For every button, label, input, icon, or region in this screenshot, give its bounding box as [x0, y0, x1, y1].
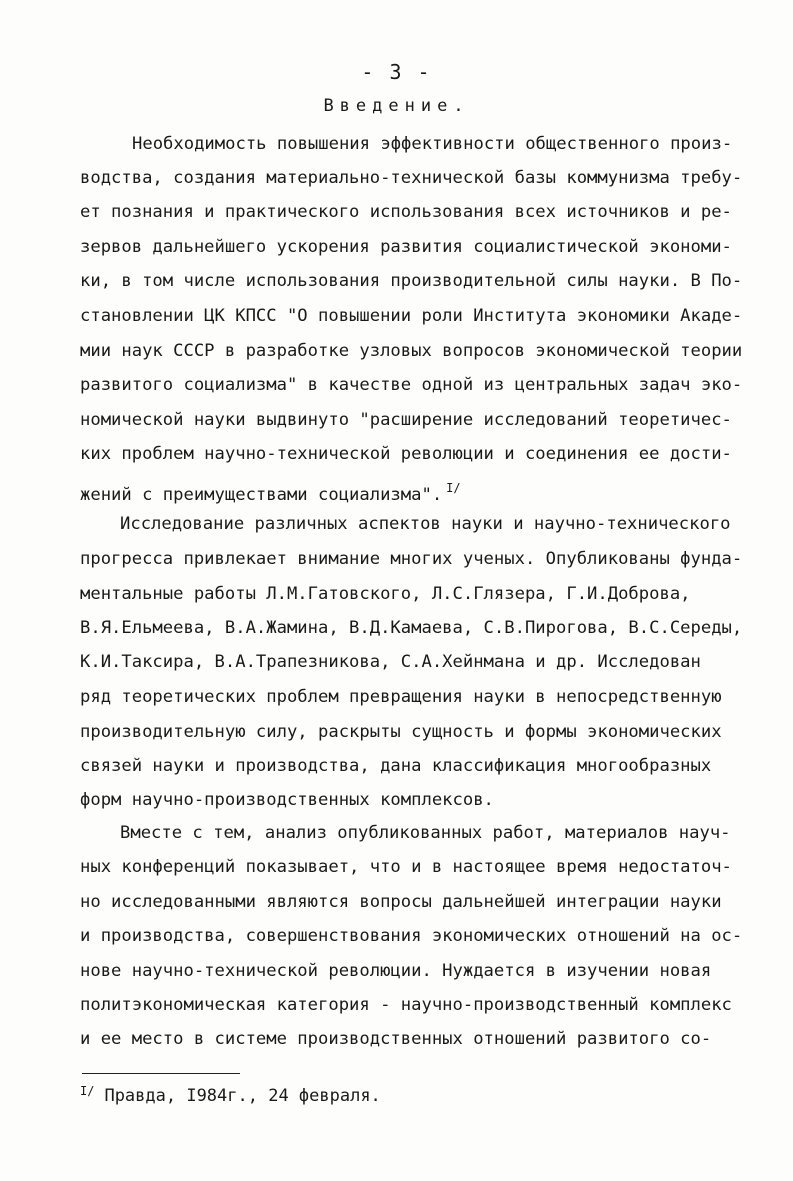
text-line: Исследование различных аспектов науки и научно-технического [120, 514, 731, 534]
text-line: нове научно-технической революции. Нуждается в изучении новая [80, 961, 712, 981]
footnote-reference: I/ [446, 481, 461, 495]
footnote-divider [82, 1073, 240, 1074]
text-line: становлении ЦК КПСС "О повышении роли Института экономики Акаде- [80, 306, 743, 326]
text-line: ки, в том числе использования производительной силы науки. В По- [80, 271, 743, 291]
text-line: и производства, совершенствования экономических отношений на ос- [80, 926, 743, 946]
text-line: ет познания и практического использования всех источников и ре- [80, 202, 732, 222]
text-line: зервов дальнейшего ускорения развития социалистической экономи- [80, 237, 732, 257]
text-line: прогресса привлекает внимание многих ученых. Опубликованы фунда- [80, 549, 743, 569]
text-line: форм научно-производственных комплексов. [80, 790, 494, 810]
text-line: мии наук СССР в разработке узловых вопросов экономической теории [80, 341, 743, 361]
text-line: В.Я.Ельмеева, В.А.Жамина, В.Д.Камаева, С.В.Пирогова, В.С.Середы, [80, 618, 743, 638]
text-line: связей науки и производства, дана классификация многообразных [80, 756, 712, 776]
footnote [80, 1080, 381, 1107]
text-line-content: жений с преимуществами социализма". [80, 485, 443, 505]
text-line: производительную силу, раскрыты сущность и формы экономических [80, 722, 722, 742]
text-line: ких проблем научно-технической революции и соединения ее дости- [80, 444, 732, 464]
section-title: Введение. [323, 96, 470, 116]
text-line: развитого социализма" в качестве одной из центральных задач эко- [80, 375, 743, 395]
text-line [80, 477, 461, 505]
text-line: номической науки выдвинуто "расширение исследований теоретичес- [80, 410, 732, 430]
text-line: ментальные работы Л.М.Гатовского, Л.С.Глязера, Г.И.Доброва, [80, 584, 691, 604]
text-line: ряд теоретических проблем превращения науки в непосредственную [80, 687, 722, 707]
footnote-mark: I/ [80, 1084, 95, 1098]
footnote-text: Правда, I984г., 24 февраля. [104, 1086, 381, 1106]
text-line: политэкономическая категория - научно-производственный комплекс [80, 995, 732, 1015]
text-line: но исследованными являются вопросы дальнейшей интеграции науки [80, 892, 722, 912]
page-number: - 3 - [361, 60, 432, 84]
text-line: и ее место в системе производственных отношений развитого со- [80, 1029, 712, 1049]
text-line: Необходимость повышения эффективности общественного произ- [132, 134, 733, 154]
text-line: водства, создания материально-технической базы коммунизма требу- [80, 168, 743, 188]
text-line: ных конференций показывает, что и в настоящее время недостаточ- [80, 857, 732, 877]
text-line: Вместе с тем, анализ опубликованных работ, материалов науч- [120, 823, 731, 843]
text-line: К.И.Таксира, В.А.Трапезникова, С.А.Хейнмана и др. Исследован [80, 652, 701, 672]
